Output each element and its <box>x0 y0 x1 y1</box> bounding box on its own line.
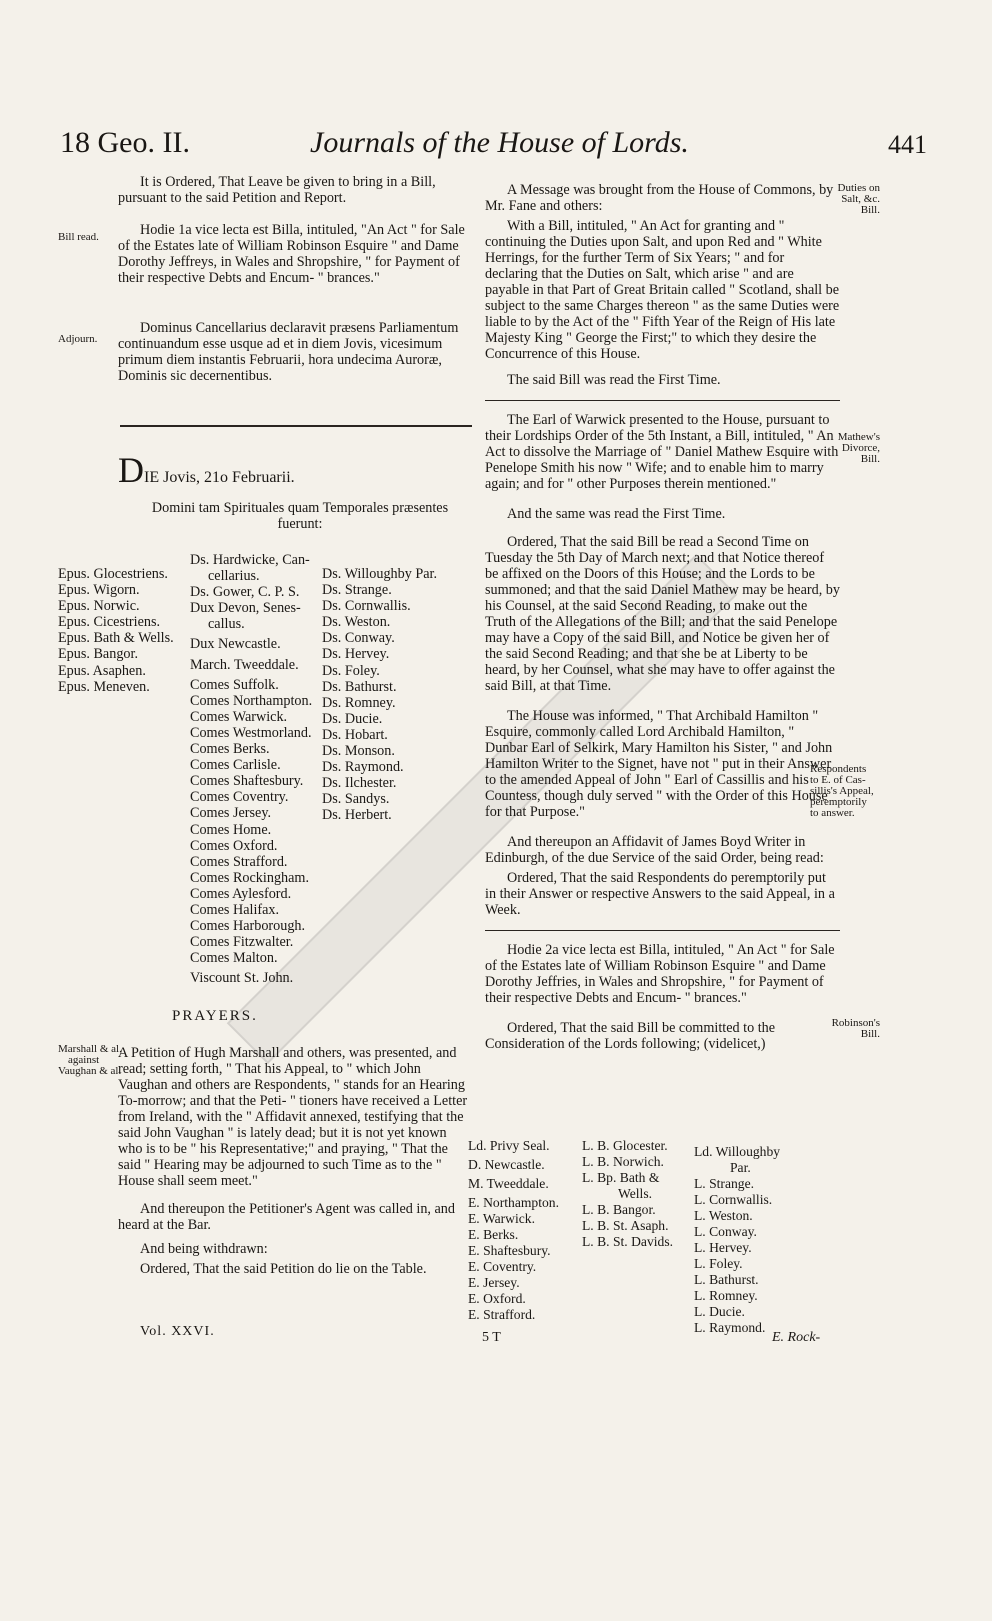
committee-baron: L. Cornwallis. <box>694 1192 773 1207</box>
respondents-order: Ordered, That the said Respondents do peremptorily put in their Answer or respective Answers to the said Appeal, in a Week. <box>485 870 835 918</box>
bishop-entry: Epus. Wigorn. <box>58 582 140 599</box>
peer-entry: Comes Harborough. <box>190 918 306 935</box>
peer-entry: Comes Westmorland. <box>190 724 312 741</box>
committee-lord: E. Jersey. <box>468 1275 520 1290</box>
committee-lord: E. Coventry. <box>468 1259 537 1274</box>
margin-note-marshall: Marshall & al. against Vaughan & al. <box>58 1043 122 1077</box>
peer-entry: Dux Devon, Senes- <box>190 600 301 617</box>
baron-entry: Ds. Hobart. <box>322 726 388 743</box>
signature-mark: 5 T <box>482 1330 501 1345</box>
drop-capital: D <box>118 450 144 490</box>
robinson-second-reading: Hodie 2a vice lecta est Billa, intituled, " An Act " for Sale of the Estates late of William Robinson Esquire " and Dame Dorothy Jeffries, in Wales and Shropshire, " for Payment of their respective Debts and Encum- " brances." <box>485 942 835 1006</box>
committee-baron: L. Foley. <box>694 1256 743 1271</box>
left-column <box>118 174 473 384</box>
committee-lord: Ld. Privy Seal. <box>468 1138 550 1153</box>
peer-entry: Dux Newcastle. <box>190 636 281 653</box>
peer-entry: Comes Shaftesbury. <box>190 773 304 790</box>
margin-note-bill-read: Bill read. <box>58 231 99 243</box>
baron-entry: Ds. Weston. <box>322 614 391 631</box>
peer-entry: Comes Home. <box>190 821 272 838</box>
peer-entry: Comes Rockingham. <box>190 869 310 886</box>
page-number: 441 <box>888 130 927 159</box>
baron-entry: Ds. Hervey. <box>322 646 390 663</box>
commons-message: A Message was brought from the House of Commons, by Mr. Fane and others: <box>485 182 834 214</box>
peer-entry: Viscount St. John. <box>190 970 294 987</box>
baron-entry: Ds. Ilchester. <box>322 775 397 792</box>
agent-heard: And thereupon the Petitioner's Agent was called in, and heard at the Bar. <box>118 1201 455 1233</box>
peer-entry: Comes Oxford. <box>190 837 278 854</box>
peer-entry: Comes Warwick. <box>190 708 288 725</box>
peer-entry: callus. <box>208 616 245 633</box>
committee-lord: E. Warwick. <box>468 1211 535 1226</box>
committee-bishop: L. Bp. Bath & <box>582 1170 660 1185</box>
peer-entry: Comes Carlisle. <box>190 757 281 774</box>
peer-entry: Comes Jersey. <box>190 805 272 822</box>
committee-lord: E. Strafford. <box>468 1307 536 1322</box>
baron-entry: Ds. Romney. <box>322 694 396 711</box>
peer-entry: Comes Northampton. <box>190 692 313 709</box>
committee-baron: L. Raymond. <box>694 1320 766 1335</box>
peer-entry: cellarius. <box>208 568 260 585</box>
committee-column-2 <box>582 1138 673 1250</box>
prayers-heading: PRAYERS. <box>172 1008 258 1024</box>
right-column <box>485 182 840 1052</box>
salt-bill-first-reading: The said Bill was read the First Time. <box>507 372 721 388</box>
margin-note-mathew: Mathew's Divorce, Bill. <box>837 431 880 465</box>
baron-entry: Ds. Foley. <box>322 662 380 679</box>
bishop-entry: Epus. Meneven. <box>58 678 150 695</box>
salt-duties-bill: With a Bill, intituled, " An Act for granting and " continuing the Duties upon Salt, and upon Red and " White Herrings, for the further Term of Six Years; " and for declaring that the Duties on Salt, which arise " and are payable in that Part of Great Britain called " Scotland, shall be subject to the same Charges thereon " as the same Duties were liable to by the Act of the " Fifth Year of the Reign of His late Majesty King " George the First;" to which they desire the Concurrence of this House. <box>485 218 840 362</box>
committee-baron: L. Weston. <box>694 1208 753 1223</box>
running-head-title: Journals of the House of Lords. <box>310 126 689 159</box>
house-informed: The House was informed, " That Archibald Hamilton " Esquire, commonly called Lord Archibald Hamilton, " Dunbar Earl of Selkirk, Mary Hamilton his Sister, " and John Hamilton Writer to the Signet, have not " put in their Answer to the amended Appeal of John " Earl of Cassillis and his Countess, though duly served " with the Order of this House for that Purpose." <box>485 708 833 820</box>
bishop-entry: Epus. Asaphen. <box>58 662 146 679</box>
peer-entry: March. Tweeddale. <box>190 656 299 673</box>
committee-baron: Ld. Willoughby <box>694 1144 781 1159</box>
order-lie-on-table: Ordered, That the said Petition do lie on the Table. <box>140 1261 427 1277</box>
divorce-order: Ordered, That the said Bill be read a Second Time on Tuesday the 5th Day of March next; and that Notice thereof be affixed on the Doors of this House; and the Lords to be summoned; and that the said Daniel Mathew may be heard, by his Counsel, at the said Second Reading, to make out the Truth of the Allegations of the Bill; and that the said Penelope may have a Copy of the said Bill, and Notice be given her of the said Second Reading; and that she be at Liberty to be heard, by her Counsel, what she may have to offer against the said Bill, at that Time. <box>485 534 840 694</box>
catchword: E. Rock- <box>772 1330 821 1345</box>
committee-bishop: L. B. Bangor. <box>582 1202 656 1217</box>
committee-baron: L. Ducie. <box>694 1304 745 1319</box>
margin-note-adjourn: Adjourn. <box>58 333 98 345</box>
committee-lord: E. Berks. <box>468 1227 519 1242</box>
margin-note-robinson: Robinson's Bill. <box>831 1017 880 1040</box>
running-head-left: 18 Geo. II. <box>60 126 190 159</box>
baron-entry: Ds. Sandys. <box>322 791 390 808</box>
baron-entry: Ds. Raymond. <box>322 759 404 776</box>
peer-entry: Ds. Gower, C. P. S. <box>190 584 300 601</box>
committee-lord: D. Newcastle. <box>468 1157 545 1172</box>
baron-entry: Ds. Willoughby Par. <box>322 566 438 582</box>
baron-entry: Ds. Conway. <box>322 630 395 647</box>
baron-entry: Ds. Strange. <box>322 582 392 599</box>
day-heading: DIE Jovis, 21o Februarii. <box>118 450 295 490</box>
bishop-entry: Epus. Cicestriens. <box>58 614 161 631</box>
peer-entry: Comes Strafford. <box>190 853 288 870</box>
margin-note-respondents: Respondents to E. of Cas- sillis's Appeal, peremptorily to answer. <box>810 763 874 819</box>
committee-order: Ordered, That the said Bill be committed to the Consideration of the Lords following; (videlicet,) <box>485 1020 776 1052</box>
peer-entry: Comes Fitzwalter. <box>190 934 294 951</box>
bishop-entry: Epus. Norwic. <box>58 598 140 615</box>
committee-column-1 <box>468 1138 559 1323</box>
bishop-entry: Epus. Glocestriens. <box>58 566 168 582</box>
section-rule <box>120 425 472 427</box>
committee-bishop: L. B. St. Asaph. <box>582 1218 669 1233</box>
bishop-entry: Epus. Bath & Wells. <box>58 630 174 647</box>
marshall-petition: A Petition of Hugh Marshall and others, was presented, and read; setting forth, " That his Appeal, to " which John Vaughan and others are Respondents, " stands for an Hearing To-morrow; and that the Peti- " tioners have received a Letter from Ireland, with the " Affidavit annexed, testifying that the said John Vaughan " is lately dead; but it is not yet known who is to be " his Representative;" and praying, " That the said " Hearing may be adjourned to such Time as to the " House shall seem meet." <box>118 1045 468 1189</box>
leave-order: It is Ordered, That Leave be given to bring in a Bill, pursuant to the said Petition and Report. <box>118 174 436 206</box>
attendance-barons <box>322 566 437 824</box>
committee-baron: L. Bathurst. <box>694 1272 759 1287</box>
attendance-peers <box>190 552 312 986</box>
divorce-first-reading: And the same was read the First Time. <box>507 506 726 522</box>
boyd-affidavit: And thereupon an Affidavit of James Boyd Writer in Edinburgh, of the due Service of the said Order, being read: <box>485 834 824 866</box>
committee-lord: E. Northampton. <box>468 1195 559 1210</box>
volume-label: Vol. XXVI. <box>140 1324 215 1339</box>
committee-baron: L. Romney. <box>694 1288 758 1303</box>
peer-entry: Comes Suffolk. <box>190 676 279 693</box>
baron-entry: Ds. Monson. <box>322 743 395 760</box>
committee-bishop: L. B. St. Davids. <box>582 1234 674 1249</box>
peer-entry: Comes Malton. <box>190 950 278 967</box>
withdrawn: And being withdrawn: <box>140 1241 268 1257</box>
baron-entry: Ds. Herbert. <box>322 807 392 824</box>
bill-first-reading: Hodie 1a vice lecta est Billa, intituled, "An Act " for Sale of the Estates late of William Robinson Esquire " and Dame Dorothy Jeffreys, in Wales and Shropshire, " for Payment of their respective Debts and Encum- " brances." <box>118 222 465 286</box>
committee-baron: L. Hervey. <box>694 1240 752 1255</box>
baron-entry: Ds. Ducie. <box>322 710 383 727</box>
mathew-divorce-bill: The Earl of Warwick presented to the House, pursuant to their Lordships Order of the 5th Instant, a Bill, intituled, " An Act to dissolve the Marriage of " Daniel Mathew Esquire with Penelope Smith his now " Wife; and to enable him to marry again; and for " other Purposes therein mentioned." <box>485 412 839 492</box>
committee-baron: L. Conway. <box>694 1224 757 1239</box>
section-rule <box>485 400 840 402</box>
committee-bishop: L. B. Norwich. <box>582 1154 664 1169</box>
committee-bishop: L. B. Glocester. <box>582 1138 668 1153</box>
committee-baron: Par. <box>730 1160 751 1175</box>
section-rule <box>485 930 840 932</box>
committee-baron: L. Strange. <box>694 1176 755 1191</box>
attendance-bishops <box>58 566 174 695</box>
committee-bishop: Wells. <box>618 1186 653 1201</box>
peer-entry: Comes Coventry. <box>190 789 289 806</box>
bishop-entry: Epus. Bangor. <box>58 646 138 663</box>
margin-note-duties: Duties on Salt, &c. Bill. <box>837 182 880 216</box>
baron-entry: Ds. Cornwallis. <box>322 598 411 615</box>
committee-lord: M. Tweeddale. <box>468 1176 549 1191</box>
peer-entry: Comes Halifax. <box>190 901 280 918</box>
baron-entry: Ds. Bathurst. <box>322 678 397 695</box>
committee-lord: E. Shaftesbury. <box>468 1243 551 1258</box>
left-column-lower <box>118 1045 473 1277</box>
peer-entry: Comes Berks. <box>190 741 270 758</box>
adjournment: Dominus Cancellarius declaravit præsens Parliamentum continuandum esse usque ad et in diem Jovis, vicesimum primum diem instantis Februarii, hora undecima Auroræ, Dominis sic decernentibus. <box>118 320 459 384</box>
peer-entry: Ds. Hardwicke, Can- <box>190 552 310 568</box>
committee-lord: E. Oxford. <box>468 1291 526 1306</box>
present-statement: Domini tam Spirituales quam Temporales præsentes fuerunt: <box>151 500 449 532</box>
peer-entry: Comes Aylesford. <box>190 885 292 902</box>
committee-column-3 <box>694 1144 780 1336</box>
